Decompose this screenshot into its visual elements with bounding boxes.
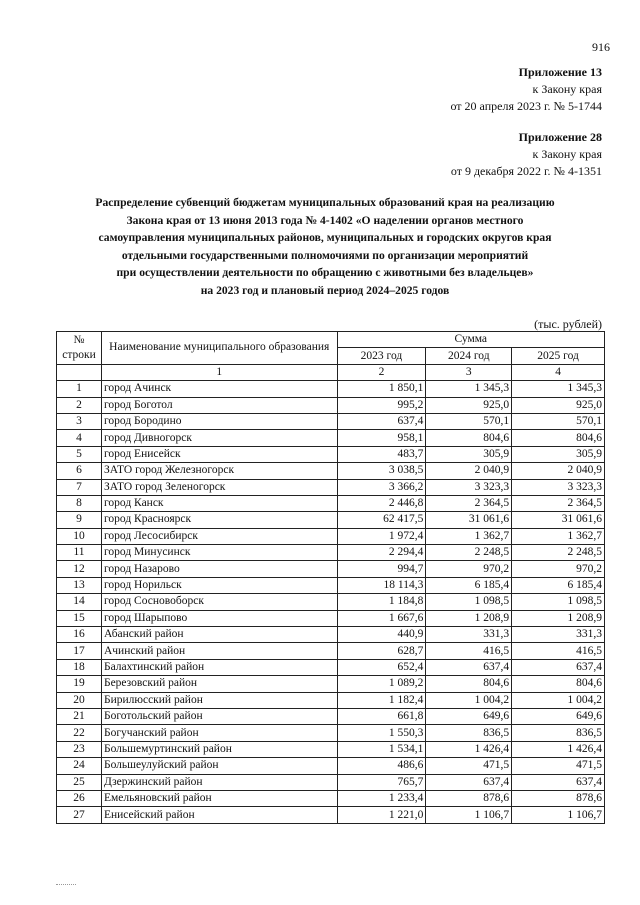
name-cell: город Назарово xyxy=(101,561,337,577)
table-row xyxy=(57,594,605,610)
value-2025-cell: 3 323,3 xyxy=(512,479,605,495)
value-2025-cell: 970,2 xyxy=(512,561,605,577)
row-number-cell: 11 xyxy=(57,545,102,561)
row-number-cell: 3 xyxy=(57,413,102,429)
row-number-cell: 10 xyxy=(57,528,102,544)
value-2024-cell: 471,5 xyxy=(426,758,512,774)
row-number-cell: 22 xyxy=(57,725,102,741)
table-row xyxy=(57,676,605,692)
title-line: Закона края от 13 июня 2013 года № 4-1402 «О наделении органов местного xyxy=(126,213,524,227)
value-2024-cell: 637,4 xyxy=(426,774,512,790)
value-2024-cell: 836,5 xyxy=(426,725,512,741)
value-2025-cell: 6 185,4 xyxy=(512,577,605,593)
value-2025-cell: 331,3 xyxy=(512,627,605,643)
value-2024-cell: 1 362,7 xyxy=(426,528,512,544)
value-2024-cell: 804,6 xyxy=(426,430,512,446)
name-cell: город Красноярск xyxy=(101,512,337,528)
row-number-cell: 16 xyxy=(57,627,102,643)
value-2025-cell: 2 248,5 xyxy=(512,545,605,561)
value-2023-cell: 652,4 xyxy=(337,659,426,675)
table-row xyxy=(57,741,605,757)
value-2023-cell: 637,4 xyxy=(337,413,426,429)
value-2024-cell: 6 185,4 xyxy=(426,577,512,593)
row-number-cell: 24 xyxy=(57,758,102,774)
appendix-13-line2: от 20 апреля 2023 г. № 5-1744 xyxy=(450,99,602,113)
subsidy-table xyxy=(56,331,605,824)
row-number-cell: 27 xyxy=(57,807,102,823)
value-2024-cell: 1 106,7 xyxy=(426,807,512,823)
value-2025-cell: 804,6 xyxy=(512,676,605,692)
value-2024-cell: 1 426,4 xyxy=(426,741,512,757)
value-2023-cell: 1 184,8 xyxy=(337,594,426,610)
value-2025-cell: 1 004,2 xyxy=(512,692,605,708)
value-2025-cell: 2 040,9 xyxy=(512,463,605,479)
appendix-28-title: Приложение 28 xyxy=(518,130,602,144)
table-row xyxy=(57,627,605,643)
value-2024-cell: 3 323,3 xyxy=(426,479,512,495)
value-2024-cell: 2 248,5 xyxy=(426,545,512,561)
row-number-cell: 12 xyxy=(57,561,102,577)
value-2023-cell: 440,9 xyxy=(337,627,426,643)
appendix-28-line2: от 9 декабря 2022 г. № 4-1351 xyxy=(450,164,602,178)
table-row xyxy=(57,397,605,413)
name-cell: Абанский район xyxy=(101,627,337,643)
col-header-year-2025: 2025 год xyxy=(512,348,605,364)
table-row xyxy=(57,561,605,577)
value-2025-cell: 1 362,7 xyxy=(512,528,605,544)
value-2025-cell: 649,6 xyxy=(512,708,605,724)
row-number-cell: 15 xyxy=(57,610,102,626)
name-cell: город Минусинск xyxy=(101,545,337,561)
name-cell: город Шарыпово xyxy=(101,610,337,626)
name-cell: город Боготол xyxy=(101,397,337,413)
name-cell: Богучанский район xyxy=(101,725,337,741)
col-header-year-2023: 2023 год xyxy=(337,348,426,364)
name-cell: город Бородино xyxy=(101,413,337,429)
value-2025-cell: 925,0 xyxy=(512,397,605,413)
name-cell: город Норильск xyxy=(101,577,337,593)
row-number-cell: 21 xyxy=(57,708,102,724)
table-row xyxy=(57,725,605,741)
value-2023-cell: 483,7 xyxy=(337,446,426,462)
value-2024-cell: 1 004,2 xyxy=(426,692,512,708)
value-2024-cell: 305,9 xyxy=(426,446,512,462)
value-2023-cell: 628,7 xyxy=(337,643,426,659)
value-2023-cell: 765,7 xyxy=(337,774,426,790)
value-2023-cell: 18 114,3 xyxy=(337,577,426,593)
index-cell: 3 xyxy=(426,364,512,380)
name-cell: Большеулуйский район xyxy=(101,758,337,774)
row-number-cell: 7 xyxy=(57,479,102,495)
row-number-cell: 2 xyxy=(57,397,102,413)
row-number-cell: 8 xyxy=(57,495,102,511)
footer-mark xyxy=(56,884,76,886)
row-number-cell: 19 xyxy=(57,676,102,692)
row-number-cell: 6 xyxy=(57,463,102,479)
value-2023-cell: 2 294,4 xyxy=(337,545,426,561)
value-2025-cell: 471,5 xyxy=(512,758,605,774)
row-number-cell: 25 xyxy=(57,774,102,790)
value-2023-cell: 995,2 xyxy=(337,397,426,413)
value-2025-cell: 570,1 xyxy=(512,413,605,429)
value-2023-cell: 958,1 xyxy=(337,430,426,446)
table-row xyxy=(57,413,605,429)
table-row xyxy=(57,545,605,561)
value-2023-cell: 1 972,4 xyxy=(337,528,426,544)
units-label: (тыс. рублей) xyxy=(534,317,602,331)
value-2024-cell: 1 208,9 xyxy=(426,610,512,626)
value-2023-cell: 3 038,5 xyxy=(337,463,426,479)
name-cell: Бирилюсский район xyxy=(101,692,337,708)
table-row xyxy=(57,790,605,806)
table-body xyxy=(57,381,605,824)
title-line: при осуществлении деятельности по обращению с животными без владельцев» xyxy=(116,266,534,280)
index-cell: 4 xyxy=(512,364,605,380)
name-cell: город Лесосибирск xyxy=(101,528,337,544)
table-row xyxy=(57,512,605,528)
table-row xyxy=(57,692,605,708)
value-2023-cell: 486,6 xyxy=(337,758,426,774)
name-cell: ЗАТО город Железногорск xyxy=(101,463,337,479)
value-2024-cell: 1 345,3 xyxy=(426,381,512,397)
row-number-cell: 4 xyxy=(57,430,102,446)
value-2023-cell: 1 182,4 xyxy=(337,692,426,708)
row-number-cell: 17 xyxy=(57,643,102,659)
appendix-13-title: Приложение 13 xyxy=(518,65,602,79)
value-2025-cell: 637,4 xyxy=(512,659,605,675)
table-row xyxy=(57,430,605,446)
title-line: самоуправления муниципальных районов, муниципальных и городских округов края xyxy=(98,231,552,245)
name-cell: Боготольский район xyxy=(101,708,337,724)
index-cell: 1 xyxy=(101,364,337,380)
value-2023-cell: 3 366,2 xyxy=(337,479,426,495)
appendix-13-line1: к Закону края xyxy=(532,82,602,96)
table-row xyxy=(57,643,605,659)
value-2025-cell: 2 364,5 xyxy=(512,495,605,511)
value-2023-cell: 1 221,0 xyxy=(337,807,426,823)
table-row xyxy=(57,446,605,462)
name-cell: ЗАТО город Зеленогорск xyxy=(101,479,337,495)
page-number: 916 xyxy=(592,40,610,54)
table-row xyxy=(57,610,605,626)
value-2024-cell: 31 061,6 xyxy=(426,512,512,528)
row-number-cell: 14 xyxy=(57,594,102,610)
value-2023-cell: 994,7 xyxy=(337,561,426,577)
value-2023-cell: 1 850,1 xyxy=(337,381,426,397)
value-2025-cell: 416,5 xyxy=(512,643,605,659)
col-header-name: Наименование муниципального образования xyxy=(101,332,337,365)
table-row xyxy=(57,577,605,593)
value-2023-cell: 1 534,1 xyxy=(337,741,426,757)
document-title xyxy=(40,194,610,300)
table-row xyxy=(57,381,605,397)
name-cell: город Сосновоборск xyxy=(101,594,337,610)
table-row xyxy=(57,495,605,511)
value-2025-cell: 1 098,5 xyxy=(512,594,605,610)
value-2025-cell: 31 061,6 xyxy=(512,512,605,528)
value-2023-cell: 1 550,3 xyxy=(337,725,426,741)
name-cell: Балахтинский район xyxy=(101,659,337,675)
name-cell: Енисейский район xyxy=(101,807,337,823)
value-2024-cell: 2 364,5 xyxy=(426,495,512,511)
row-number-cell: 26 xyxy=(57,790,102,806)
title-line: на 2023 год и плановый период 2024–2025 годов xyxy=(200,283,450,297)
value-2024-cell: 970,2 xyxy=(426,561,512,577)
value-2024-cell: 649,6 xyxy=(426,708,512,724)
value-2024-cell: 925,0 xyxy=(426,397,512,413)
value-2023-cell: 1 233,4 xyxy=(337,790,426,806)
table-row xyxy=(57,758,605,774)
appendix-28-header xyxy=(451,129,602,180)
appendix-13-header xyxy=(450,64,602,115)
value-2025-cell: 1 426,4 xyxy=(512,741,605,757)
title-line: Распределение субвенций бюджетам муниципальных образований края на реализацию xyxy=(95,196,555,209)
table-row xyxy=(57,659,605,675)
name-cell: город Енисейск xyxy=(101,446,337,462)
value-2023-cell: 2 446,8 xyxy=(337,495,426,511)
value-2024-cell: 1 098,5 xyxy=(426,594,512,610)
value-2023-cell: 1 667,6 xyxy=(337,610,426,626)
value-2024-cell: 416,5 xyxy=(426,643,512,659)
index-cell xyxy=(57,364,102,380)
table-row xyxy=(57,708,605,724)
row-number-cell: 9 xyxy=(57,512,102,528)
name-cell: город Канск xyxy=(101,495,337,511)
value-2024-cell: 570,1 xyxy=(426,413,512,429)
appendix-28-line1: к Закону края xyxy=(532,147,602,161)
value-2025-cell: 305,9 xyxy=(512,446,605,462)
row-number-cell: 13 xyxy=(57,577,102,593)
value-2025-cell: 1 208,9 xyxy=(512,610,605,626)
col-header-sum: Сумма xyxy=(337,332,604,348)
value-2024-cell: 331,3 xyxy=(426,627,512,643)
value-2023-cell: 661,8 xyxy=(337,708,426,724)
table-row xyxy=(57,479,605,495)
col-header-row-number: № строки xyxy=(57,332,102,365)
value-2024-cell: 2 040,9 xyxy=(426,463,512,479)
name-cell: Дзержинский район xyxy=(101,774,337,790)
row-number-cell: 18 xyxy=(57,659,102,675)
value-2024-cell: 804,6 xyxy=(426,676,512,692)
value-2025-cell: 804,6 xyxy=(512,430,605,446)
table-row xyxy=(57,528,605,544)
col-header-year-2024: 2024 год xyxy=(426,348,512,364)
table-row xyxy=(57,463,605,479)
name-cell: Березовский район xyxy=(101,676,337,692)
table-row xyxy=(57,807,605,823)
value-2025-cell: 637,4 xyxy=(512,774,605,790)
value-2023-cell: 62 417,5 xyxy=(337,512,426,528)
value-2025-cell: 1 106,7 xyxy=(512,807,605,823)
index-cell: 2 xyxy=(337,364,426,380)
name-cell: город Дивногорск xyxy=(101,430,337,446)
value-2024-cell: 637,4 xyxy=(426,659,512,675)
title-line: отдельными государственными полномочиями по организации мероприятий xyxy=(121,248,529,262)
value-2025-cell: 836,5 xyxy=(512,725,605,741)
value-2025-cell: 878,6 xyxy=(512,790,605,806)
value-2023-cell: 1 089,2 xyxy=(337,676,426,692)
value-2024-cell: 878,6 xyxy=(426,790,512,806)
row-number-cell: 1 xyxy=(57,381,102,397)
row-number-cell: 23 xyxy=(57,741,102,757)
name-cell: Большемуртинский район xyxy=(101,741,337,757)
name-cell: Ачинский район xyxy=(101,643,337,659)
row-number-cell: 20 xyxy=(57,692,102,708)
name-cell: город Ачинск xyxy=(101,381,337,397)
value-2025-cell: 1 345,3 xyxy=(512,381,605,397)
name-cell: Емельяновский район xyxy=(101,790,337,806)
table-row xyxy=(57,774,605,790)
row-number-cell: 5 xyxy=(57,446,102,462)
